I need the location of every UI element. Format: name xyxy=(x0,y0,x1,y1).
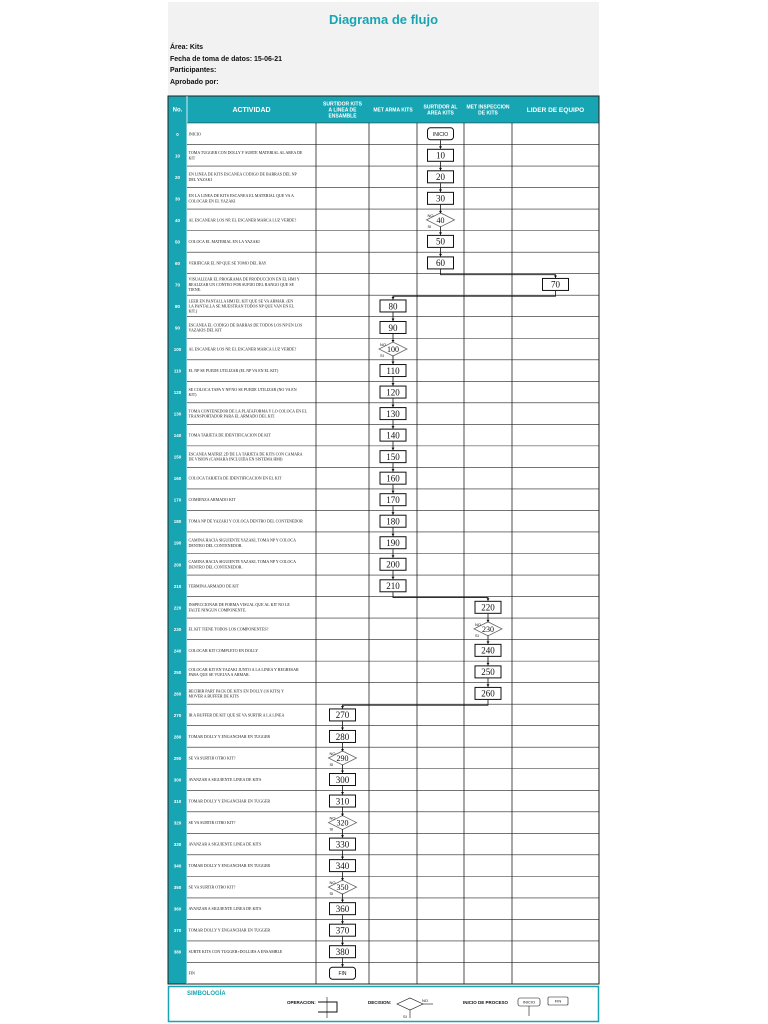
operation-label: 160 xyxy=(386,473,400,484)
row-number: 270 xyxy=(173,712,182,718)
operation-label: 280 xyxy=(335,731,350,742)
operation-label: 240 xyxy=(481,645,495,656)
operation-label: 10 xyxy=(436,150,445,161)
operation-label: 140 xyxy=(386,430,400,441)
row-number: 90 xyxy=(174,325,181,331)
operation-label: 50 xyxy=(436,236,445,247)
row-number: 380 xyxy=(173,949,182,955)
row-number: 110 xyxy=(173,368,182,374)
date-field: Fecha de toma de datos: 15-06-21 xyxy=(170,56,283,63)
row-activity: AL ESCANEAR LOS NP, EL ESCANER MARCA LUZ VERDE? xyxy=(188,217,297,223)
row-number: 70 xyxy=(174,282,181,288)
column-header-lane-2: SURTIDOR AL AREA KITS xyxy=(423,104,458,117)
row-activity: SE VA SURTIR OTRO KIT? xyxy=(188,884,236,890)
operation-label: 110 xyxy=(386,365,400,376)
row-number: 330 xyxy=(173,842,182,848)
row-number: 0 xyxy=(176,131,179,137)
decision-no-label: NO xyxy=(475,621,481,627)
row-activity: COLOCAR KIT COMPLETO EN DOLLY xyxy=(188,647,259,653)
operation-label: 190 xyxy=(386,538,400,549)
row-number: 130 xyxy=(173,411,182,417)
operation-label: 380 xyxy=(335,947,350,958)
operation-label: 300 xyxy=(335,774,350,785)
row-activity: IR A BUFFER DE KIT QUE SE VA SURTIR A LA LINEA xyxy=(188,712,285,718)
column-header-lane-1: MET ARMA KITS xyxy=(373,107,413,114)
row-activity: COLOCA TARJETA DE IDENTIFICACION EN EL KIT xyxy=(188,475,282,481)
operation-label: 20 xyxy=(436,172,445,183)
row-activity: EN LA LINEA DE KITS ESCANEA EL MATERIAL QUE VA A COLOCAR EN EL YAZAKI xyxy=(188,193,294,204)
end-label: FIN xyxy=(338,971,347,978)
row-number: 140 xyxy=(173,433,182,439)
row-activity: VERIFICAR EL NP QUE SE TOMO DEL RAY xyxy=(188,260,267,266)
row-activity: SE COLOCA TAPA Y NP NO SE PUEDE UTILIZAR (NO VA EN KIT) xyxy=(188,386,297,398)
operation-label: 90 xyxy=(388,322,398,333)
row-activity: EL NP SE PUEDE UTILIZAR (EL NP VA EN EL KIT) xyxy=(188,368,279,374)
row-number: 240 xyxy=(173,648,182,654)
row-number: 40 xyxy=(174,217,181,223)
decision-si-label: SI xyxy=(329,891,334,897)
operation-label: 260 xyxy=(481,688,495,699)
column-header-lane-3: MET INSPECCION DE KITS xyxy=(466,104,510,117)
row-activity: ESCANEA EL CODIGO DE BARRAS DE TODOS LOS NP EN LOS YAZAKIS DEL KIT xyxy=(188,322,303,333)
row-activity: CAMINA HACIA SIGUIENTE YAZAKI, TOMA NP Y COLOCA DENTRO DEL CONTENEDOR. xyxy=(188,559,296,570)
legend-operacion-label: OPERACION: xyxy=(287,1000,316,1005)
row-number: 230 xyxy=(173,626,182,632)
decision-no-label: NO xyxy=(427,212,434,218)
operation-label: 200 xyxy=(386,559,400,570)
operation-label: 80 xyxy=(388,301,398,312)
legend-decision-symbol xyxy=(397,998,423,1010)
row-number: 350 xyxy=(173,885,182,891)
row-activity: COLOCA EL MATERIAL EN LA YAZAKI xyxy=(188,238,260,244)
decision-si-label: SI xyxy=(475,632,479,638)
row-activity: SE VA SURTIR OTRO KIT? xyxy=(188,820,236,826)
legend-no-label: NO xyxy=(422,998,428,1003)
row-number: 360 xyxy=(173,906,182,912)
row-activity: COMIENZA ARMADO KIT xyxy=(188,497,236,503)
decision-label: 350 xyxy=(336,883,349,893)
row-activity: RECIBIR PART PACK DE KITS EN DOLLY (16 KITS) Y MOVER A BUFFER DE KITS xyxy=(188,688,284,699)
decision-si-label: SI xyxy=(329,826,334,832)
row-number: 300 xyxy=(173,777,182,783)
decision-no-label: NO xyxy=(329,815,336,821)
row-activity: ESCANEA MATRIZ 2D DE LA TARJETA DE KITS CON CAMARA DE VISION (CAMARA INCLUIDA EN SISTEMA HMI) xyxy=(188,451,303,462)
row-activity: TOMAR DOLLY Y ENGANCHAR EN TUGGER xyxy=(188,798,271,804)
row-number: 340 xyxy=(173,863,182,869)
operation-label: 170 xyxy=(386,494,400,505)
row-number: 370 xyxy=(173,928,182,934)
row-activity: TOMAR DOLLY Y ENGANCHAR EN TUGGER xyxy=(188,733,271,739)
area-field: Área: Kits xyxy=(170,44,204,51)
row-activity: TOMAR DOLLY Y ENGANCHAR EN TUGGER xyxy=(188,863,271,869)
row-activity: TERMINA ARMADO DE KIT xyxy=(188,583,240,589)
decision-label: 320 xyxy=(336,818,349,828)
legend-end-label: FIN xyxy=(554,998,562,1004)
operation-label: 370 xyxy=(335,925,350,936)
row-activity: EL KIT TIENE TODOS LOS COMPONENTES? xyxy=(188,626,269,632)
legend-decision-label: DECISION: xyxy=(368,1000,392,1005)
start-label: INICIO xyxy=(432,131,449,138)
row-activity: TOMA NP DE YAZAKI Y COLOCA DENTRO DEL CONTENEDOR xyxy=(188,518,303,524)
row-activity: LEER EN PANTALLA HMI EL KIT QUE SE VA ARMAR. (EN LA PANTALLA SE MUESTRAN TODOS NP QUE VAN EN EL KIT.) xyxy=(188,298,295,314)
operation-label: 180 xyxy=(386,516,400,527)
decision-no-label: NO xyxy=(329,750,336,756)
operation-label: 310 xyxy=(335,796,350,807)
decision-label: 230 xyxy=(482,624,494,634)
document-title: Diagrama de flujo xyxy=(328,12,439,27)
row-number: 20 xyxy=(174,174,181,180)
operation-label: 250 xyxy=(481,667,495,678)
row-number: 320 xyxy=(173,820,182,826)
row-number: 180 xyxy=(173,519,182,525)
row-activity: CAMINA HACIA SIGUIENTE YAZAKI, TOMA NP Y COLOCA DENTRO DEL CONTENEDOR. xyxy=(188,537,296,548)
row-activity: TOMA TARJETA DE IDENTIFICACION DE KIT xyxy=(188,432,271,438)
row-activity: FIN xyxy=(188,970,195,976)
row-number: 260 xyxy=(173,691,182,697)
decision-no-label: NO xyxy=(329,880,336,886)
row-number: 170 xyxy=(173,497,182,503)
row-activity: COLOCAR KIT EN YAZAKI JUNTO A LA LINEA Y REGRESAR PARA QUE SE VUELVA A ARMAR. xyxy=(188,666,299,677)
row-number: 280 xyxy=(173,734,182,740)
row-number: 200 xyxy=(173,562,182,568)
row-number: 160 xyxy=(173,476,182,482)
row-activity: VISUALIZAR EL PROGRAMA DE PRODUCCION EN EL HMI Y REALIZAR UN CONTEO POR SUFIJO DEL RANGO QUE SE TIENE. xyxy=(188,276,300,293)
row-activity: AVANZAR A SIGUIENTE LINEA DE KITS xyxy=(188,906,262,912)
operation-label: 120 xyxy=(386,387,400,398)
row-activity: INSPECCIONAR DE FORMA VISUAL QUE AL KIT NO LE FALTE NINGUN COMPONENTE. xyxy=(188,602,290,613)
approved-by-field: Aprobado por: xyxy=(170,79,219,86)
row-number: 60 xyxy=(174,260,181,266)
operation-label: 270 xyxy=(335,710,350,721)
row-number: 50 xyxy=(174,239,181,245)
legend-title: SIMBOLOGÍA xyxy=(187,991,226,997)
decision-label: 100 xyxy=(387,345,399,355)
decision-no-label: NO xyxy=(380,342,386,348)
legend-start-label: INICIO xyxy=(522,999,536,1005)
operation-label: 30 xyxy=(436,193,445,204)
column-header-no: No. xyxy=(172,107,183,114)
row-number: 10 xyxy=(174,153,181,159)
row-number: 100 xyxy=(173,347,182,353)
row-activity: AVANZAR A SIGUIENTE LINEA DE KITS xyxy=(188,777,262,783)
row-activity: TOMA CONTENEDOR DE LA PLATAFORMA Y LO COLOCA EN EL TRANSPORTADOR PARA EL ARMADO DEL KIT. xyxy=(188,408,308,419)
operation-label: 60 xyxy=(436,258,445,269)
operation-label: 130 xyxy=(386,408,400,419)
decision-label: 290 xyxy=(336,753,349,763)
row-activity: SE VA SURTIR OTRO KIT? xyxy=(188,755,236,761)
row-activity: AL ESCANEAR LOS NP, EL ESCANER MARCA LUZ VERDE? xyxy=(188,346,297,352)
decision-si-label: SI xyxy=(329,761,334,767)
participants-field: Participantes: xyxy=(170,67,217,74)
operation-label: 330 xyxy=(335,839,350,850)
legend-operation-symbol xyxy=(318,1002,337,1012)
column-header-lane-0: SURTIDOR KITS A LINEA DE ENSAMBLE xyxy=(323,101,362,120)
decision-si-label: SI xyxy=(380,353,384,359)
decision-si-label: SI xyxy=(427,223,432,229)
row-activity: AVANZAR A SIGUIENTE LINEA DE KITS xyxy=(188,841,262,847)
row-number: 250 xyxy=(173,669,182,675)
row-number: 30 xyxy=(174,196,181,202)
row-number: 120 xyxy=(173,390,182,396)
operation-label: 70 xyxy=(551,279,560,290)
legend-si-label: SI xyxy=(403,1014,407,1019)
row-number: 220 xyxy=(173,605,182,611)
row-activity: TOMA TUGGER CON DOLLY Y SURTE MATERIAL AL AREA DE KIT xyxy=(188,150,303,161)
row-number: 190 xyxy=(173,540,182,546)
row-activity: INICIO xyxy=(188,131,201,137)
row-number: 80 xyxy=(174,303,181,309)
row-activity: TOMAR DOLLY Y ENGANCHAR EN TUGGER xyxy=(188,927,271,933)
row-number: 210 xyxy=(173,583,182,589)
operation-label: 150 xyxy=(386,451,400,462)
operation-label: 360 xyxy=(335,903,350,914)
row-number: 290 xyxy=(173,755,182,761)
operation-label: 210 xyxy=(386,581,400,592)
row-activity: EN LINEA DE KITS ESCANEA CODIGO DE BARRAS DEL NP DEL YAZAKI xyxy=(188,171,297,182)
decision-label: 40 xyxy=(436,215,445,225)
column-header-lane-4: LIDER DE EQUIPO xyxy=(526,106,585,114)
row-activity: SURTE KITS CON TUGGER+DOLLIES A ENSAMBLE xyxy=(188,949,283,955)
operation-label: 340 xyxy=(335,860,350,871)
row-number: 310 xyxy=(173,799,182,805)
row-number: 150 xyxy=(173,454,182,460)
legend-inicio-proceso-label: INICIO DE PROCESO xyxy=(463,1000,509,1005)
column-header-actividad: ACTIVIDAD xyxy=(232,106,271,114)
operation-label: 220 xyxy=(481,602,495,613)
